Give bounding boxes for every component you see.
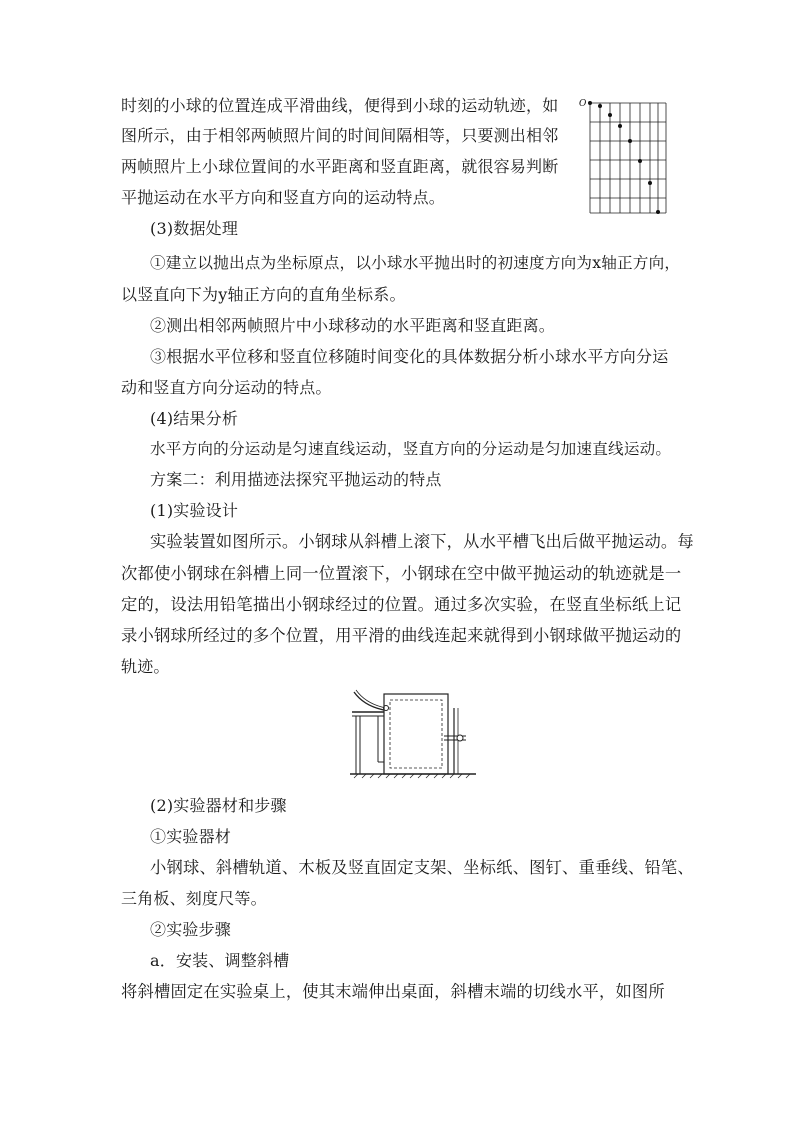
text-line: ③根据水平位移和竖直位移随时间变化的具体数据分析小球水平方向分运 (150, 347, 669, 366)
section-heading: ②实验步骤 (150, 920, 232, 939)
text-line: 两帧照片上小球位置间的水平距离和竖直距离，就很容易判断 (121, 157, 559, 176)
text-line: 将斜槽固定在实验桌上，使其末端伸出桌面，斜槽末端的切线水平，如图所 (121, 982, 665, 1001)
text-line: 轨迹。 (121, 657, 170, 676)
text-line: 时刻的小球的位置连成平滑曲线，便得到小球的运动轨迹，如 (121, 96, 559, 115)
section-heading: (2)实验器材和步骤 (150, 796, 287, 815)
text-line: 次都使小钢球在斜槽上同一位置滚下，小钢球在空中做平抛运动的轨迹就是一 (121, 564, 682, 583)
section-heading: (3)数据处理 (150, 219, 239, 238)
text-line: 水平方向的分运动是匀速直线运动，竖直方向的分运动是匀加速直线运动。 (150, 440, 672, 458)
origin-label: O (579, 99, 587, 109)
text-line: 小钢球、斜槽轨道、木板及竖直固定支架、坐标纸、图钉、重垂线、铅笔、 (150, 858, 694, 877)
text-line: ①建立以抛出点为坐标原点，以小球水平抛出时的初速度方向为x轴正方向， (150, 254, 681, 272)
text-line: 平抛运动在水平方向和竖直方向的运动特点。 (121, 188, 446, 207)
section-heading: ①实验器材 (150, 827, 232, 846)
text-line: 录小钢球所经过的多个位置，用平滑的曲线连起来就得到小钢球做平抛运动的 (121, 626, 682, 645)
text-line: 三角板、刻度尺等。 (121, 889, 267, 908)
text-line: 实验装置如图所示。小钢球从斜槽上滚下，从水平槽飞出后做平抛运动。每 (150, 532, 694, 551)
text-line: 以竖直向下为y轴正方向的直角坐标系。 (121, 285, 406, 304)
section-heading: 方案二：利用描迹法探究平抛运动的特点 (150, 470, 442, 489)
text-line: ②测出相邻两帧照片中小球移动的水平距离和竖直距离。 (150, 316, 556, 335)
text-line: 图所示，由于相邻两帧照片间的时间间隔相等，只要测出相邻 (121, 126, 559, 145)
section-heading: (4)结果分析 (150, 409, 239, 428)
section-heading: (1)实验设计 (150, 501, 239, 520)
apparatus-figure (348, 686, 478, 782)
text-line: 定的，设法用铅笔描出小钢球经过的位置。通过多次实验，在竖直坐标纸上记 (121, 595, 682, 614)
section-heading: a．安装、调整斜槽 (150, 951, 290, 970)
trajectory-grid-figure (578, 95, 674, 219)
text-line: 动和竖直方向分运动的特点。 (121, 378, 332, 397)
